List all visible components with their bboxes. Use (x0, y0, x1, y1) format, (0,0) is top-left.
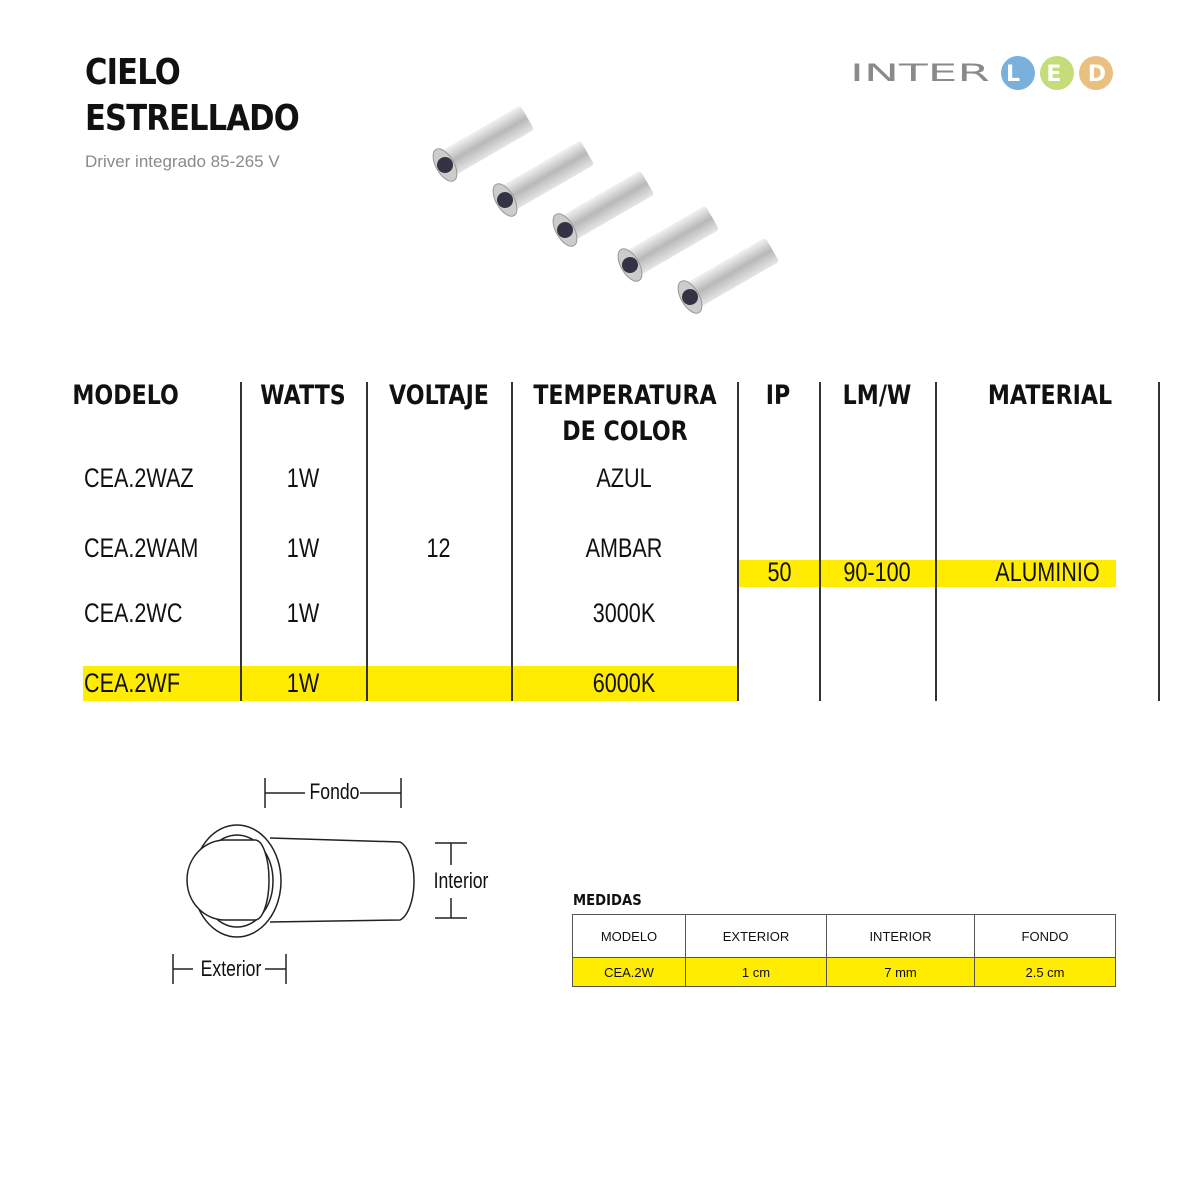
svg-text:INTER: INTER (850, 59, 990, 87)
col-lmw: LM/W (842, 380, 912, 411)
column-divider (366, 382, 368, 701)
col-watts: WATTS (260, 380, 346, 411)
watts-4: 1W (286, 668, 320, 698)
column-divider (935, 382, 937, 701)
temp-4: 6000K (592, 668, 656, 698)
product-photo (420, 105, 780, 335)
material-value: ALUMINIO (995, 557, 1100, 587)
medidas-title: MEDIDAS (573, 891, 642, 909)
medidas-exterior: 1 cm (686, 958, 827, 987)
modelo-3: CEA.2WC (84, 598, 183, 628)
temp-3: 3000K (592, 598, 656, 628)
medidas-fondo: 2.5 cm (975, 958, 1116, 987)
column-divider (737, 382, 739, 701)
temp-2: AMBAR (585, 533, 663, 563)
medidas-col-interior: INTERIOR (827, 915, 975, 958)
label-exterior: Exterior (200, 956, 262, 981)
medidas-col-fondo: FONDO (975, 915, 1116, 958)
ip-value: 50 (767, 557, 792, 587)
col-material: MATERIAL (987, 380, 1113, 411)
column-divider (819, 382, 821, 701)
modelo-1: CEA.2WAZ (84, 463, 194, 493)
medidas-table (572, 914, 1116, 987)
label-fondo: Fondo (309, 779, 360, 804)
watts-3: 1W (286, 598, 320, 628)
medidas-modelo: CEA.2W (573, 958, 686, 987)
medidas-interior: 7 mm (827, 958, 975, 987)
medidas-col-modelo: MODELO (573, 915, 686, 958)
col-modelo: MODELO (72, 380, 179, 411)
col-temperatura: TEMPERATURA DE COLOR (533, 380, 717, 447)
interled-logo (848, 54, 1118, 92)
title-line2: ESTRELLADO (85, 98, 299, 139)
voltaje-value: 12 (426, 533, 451, 563)
label-interior: Interior (433, 868, 489, 893)
col-ip: IP (765, 380, 791, 411)
modelo-4: CEA.2WF (84, 668, 181, 698)
column-divider (240, 382, 242, 701)
column-divider (1158, 382, 1160, 701)
column-divider (511, 382, 513, 701)
medidas-col-exterior: EXTERIOR (686, 915, 827, 958)
temp-1: AZUL (596, 463, 652, 493)
svg-text:LED: LED (1006, 62, 1106, 87)
watts-2: 1W (286, 533, 320, 563)
modelo-2: CEA.2WAM (84, 533, 199, 563)
title-line1: CIELO (85, 52, 180, 93)
lmw-value: 90-100 (843, 557, 911, 587)
col-voltaje: VOLTAJE (389, 380, 489, 411)
subtitle: Driver integrado 85-265 V (85, 152, 280, 171)
watts-1: 1W (286, 463, 320, 493)
